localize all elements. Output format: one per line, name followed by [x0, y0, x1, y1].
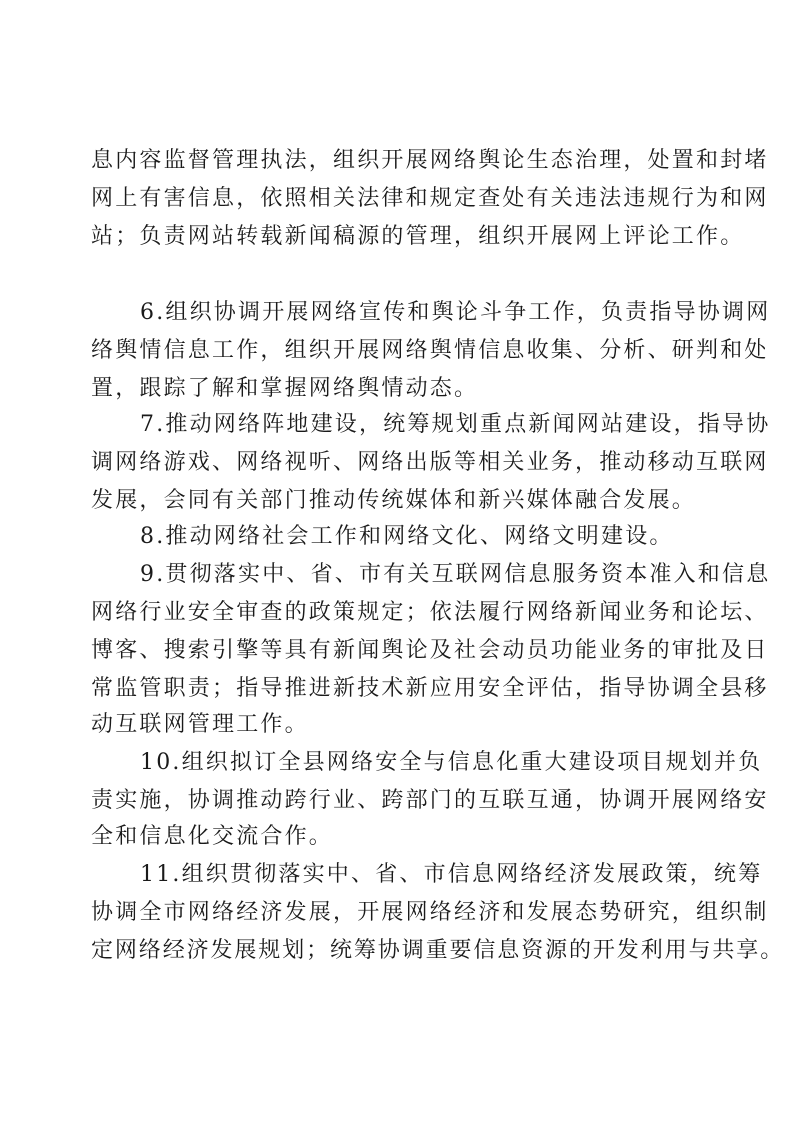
text-line: 调网络游戏、网络视听、网络出版等相关业务，推动移动互联网: [91, 450, 769, 475]
text-line: 息内容监督管理执法，组织开展网络舆论生态治理，处置和封堵: [91, 148, 769, 173]
text-line: 协调全市网络经济发展，开展网络经济和发展态势研究，组织制: [91, 900, 769, 925]
text-line: 发展，会同有关部门推动传统媒体和新兴媒体融合发展。: [91, 488, 697, 513]
text-line: 网上有害信息，依照相关法律和规定查处有关违法违规行为和网: [91, 186, 769, 211]
text-line: 8.推动网络社会工作和网络文化、网络文明建设。: [140, 524, 674, 549]
text-line: 常监管职责；指导推进新技术新应用安全评估，指导协调全县移: [91, 676, 769, 701]
text-line: 6.组织协调开展网络宣传和舆论斗争工作，负责指导协调网: [140, 300, 771, 325]
text-line: 动互联网管理工作。: [91, 712, 309, 737]
text-line: 定网络经济发展规划；统筹协调重要信息资源的开发利用与共享。: [91, 938, 785, 963]
text-line: 博客、搜索引擎等具有新闻舆论及社会动员功能业务的审批及日: [91, 638, 769, 663]
text-line: 11.组织贯彻落实中、省、市信息网络经济发展政策，统筹: [140, 862, 763, 887]
text-line: 置，跟踪了解和掌握网络舆情动态。: [91, 376, 479, 401]
text-line: 10.组织拟订全县网络安全与信息化重大建设项目规划并负: [140, 750, 763, 775]
text-line: 7.推动网络阵地建设，统筹规划重点新闻网站建设，指导协: [140, 412, 771, 437]
text-line: 络舆情信息工作，组织开展网络舆情信息收集、分析、研判和处: [91, 338, 769, 363]
text-line: 责实施，协调推动跨行业、跨部门的互联互通，协调开展网络安: [91, 788, 769, 813]
text-line: 网络行业安全审查的政策规定；依法履行网络新闻业务和论坛、: [91, 600, 769, 625]
text-line: 站；负责网站转载新闻稿源的管理，组织开展网上评论工作。: [91, 224, 745, 249]
text-line: 全和信息化交流合作。: [91, 824, 334, 849]
text-line: 9.贯彻落实中、省、市有关互联网信息服务资本准入和信息: [140, 562, 771, 587]
